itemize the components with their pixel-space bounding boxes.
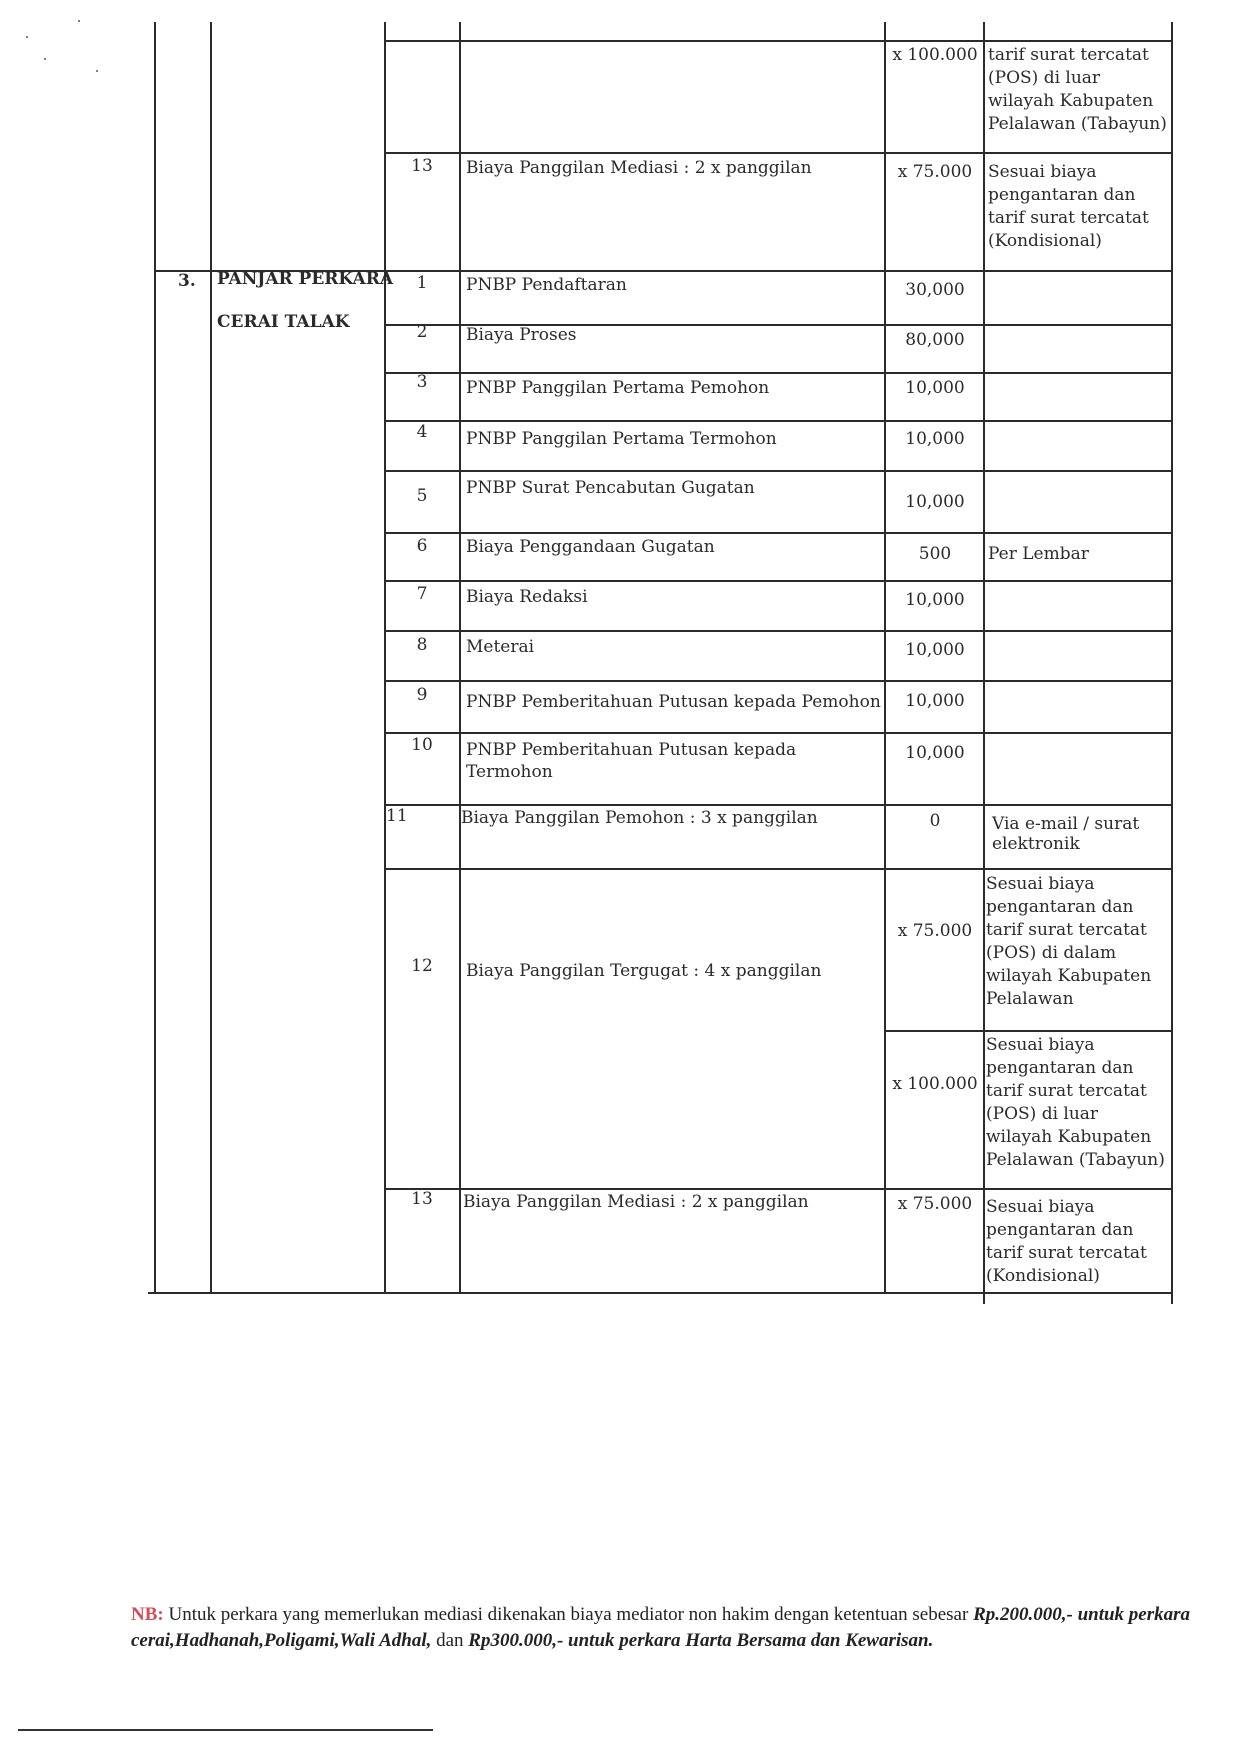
row-amount: 500 — [918, 544, 952, 564]
row-amount: 10,000 — [905, 691, 965, 711]
note-line: Sesuai biaya — [986, 1035, 1095, 1055]
note-line: pengantaran dan — [986, 1058, 1134, 1078]
top-row13-amount: x 75.000 — [897, 162, 973, 182]
note-line: Sesuai biaya — [986, 1197, 1095, 1217]
top-x100-amount: x 100.000 — [892, 45, 978, 65]
row-no: 6 — [416, 536, 428, 556]
row-desc: Biaya Panggilan Pemohon : 3 x panggilan — [461, 808, 818, 828]
row-amount: 10,000 — [905, 743, 965, 763]
row-desc: Termohon — [466, 762, 553, 782]
top-row13-no: 13 — [411, 156, 433, 176]
row-amount: 30,000 — [905, 280, 965, 300]
note-line: Sesuai biaya — [988, 162, 1097, 182]
note-line: (Kondisional) — [986, 1266, 1100, 1286]
scan-speck — [44, 58, 46, 60]
row-desc: Biaya Proses — [466, 325, 577, 345]
row-no: 4 — [416, 422, 428, 442]
note-line: (POS) di dalam — [986, 943, 1117, 963]
note-line: Pelalawan — [986, 989, 1074, 1009]
top-row13-desc: Biaya Panggilan Mediasi : 2 x panggilan — [466, 158, 812, 178]
row-amount: x 75.000 — [897, 921, 973, 941]
row-desc: PNBP Pendaftaran — [466, 275, 627, 295]
row-no: 1 — [416, 273, 428, 293]
row-desc: Biaya Panggilan Tergugat : 4 x panggilan — [466, 961, 822, 981]
row-amount: x 75.000 — [897, 1194, 973, 1214]
note-line: wilayah Kabupaten — [986, 1127, 1152, 1147]
note-line: tarif surat tercatat — [986, 920, 1147, 940]
nb-fee-harta: Rp300.000,- untuk perkara Harta Bersama dan Kewarisan. — [468, 1630, 934, 1651]
note-line: tarif surat tercatat — [986, 1081, 1147, 1101]
footer-rule — [18, 1729, 433, 1731]
row-amount: 10,000 — [905, 492, 965, 512]
row-no: 2 — [416, 322, 428, 342]
note-line: Sesuai biaya — [986, 874, 1095, 894]
row-no: 7 — [416, 584, 428, 604]
row-amount: 80,000 — [905, 330, 965, 350]
row-desc: Biaya Penggandaan Gugatan — [466, 537, 715, 557]
section-title-line2: CERAI TALAK — [217, 312, 350, 332]
note-line: tarif surat tercatat — [988, 45, 1149, 65]
row-desc: Biaya Redaksi — [466, 587, 588, 607]
row-desc: Biaya Panggilan Mediasi : 2 x panggilan — [463, 1192, 809, 1212]
row-no: 11 — [386, 806, 408, 826]
scan-speck — [78, 20, 80, 22]
nb-text: dan — [431, 1630, 469, 1651]
row-desc: PNBP Pemberitahuan Putusan kepada Pemohon — [466, 692, 881, 712]
scan-speck — [96, 70, 98, 72]
section-number: 3. — [178, 271, 196, 291]
row-note: Via e-mail / surat — [992, 814, 1140, 834]
scan-speck — [26, 36, 28, 38]
row-amount: 0 — [929, 811, 941, 831]
row-no: 8 — [416, 635, 428, 655]
nb-label: NB: — [131, 1604, 164, 1625]
row-desc: PNBP Panggilan Pertama Pemohon — [466, 378, 770, 398]
row-desc: PNBP Panggilan Pertama Termohon — [466, 429, 777, 449]
note-line: Pelalawan (Tabayun) — [986, 1150, 1165, 1170]
nb-text: Untuk perkara yang memerlukan mediasi dikenakan biaya mediator non hakim dengan ketentuan sebesar — [163, 1604, 974, 1625]
note-line: (POS) di luar — [988, 68, 1101, 88]
row-amount: x 100.000 — [892, 1074, 978, 1094]
row-no: 3 — [416, 372, 428, 392]
nb-fee-cerai: Rp.200.000,- untuk perkara cerai,Hadhanah,Poligami,Wali Adhal, — [131, 1604, 1191, 1651]
row-no: 10 — [411, 735, 433, 755]
row-amount: 10,000 — [905, 640, 965, 660]
nb-footnote — [131, 1602, 1191, 1654]
note-line: pengantaran dan — [986, 897, 1134, 917]
note-line: tarif surat tercatat — [986, 1243, 1147, 1263]
section-title-line1: PANJAR PERKARA — [217, 269, 394, 289]
row-no: 9 — [416, 685, 428, 705]
row-no: 13 — [411, 1189, 433, 1209]
row-no: 5 — [416, 486, 428, 506]
row-note: elektronik — [992, 834, 1080, 854]
row-desc: Meterai — [466, 637, 535, 657]
row-amount: 10,000 — [905, 590, 965, 610]
note-line: pengantaran dan — [986, 1220, 1134, 1240]
note-line: (POS) di luar — [986, 1104, 1099, 1124]
note-line: Pelalawan (Tabayun) — [988, 114, 1167, 134]
note-line: wilayah Kabupaten — [986, 966, 1152, 986]
note-line: wilayah Kabupaten — [988, 91, 1154, 111]
note-line: tarif surat tercatat — [988, 208, 1149, 228]
row-no: 12 — [411, 956, 433, 976]
note-line: (Kondisional) — [988, 231, 1102, 251]
note-line: pengantaran dan — [988, 185, 1136, 205]
row-desc: PNBP Pemberitahuan Putusan kepada — [466, 740, 797, 760]
row-note: Per Lembar — [988, 544, 1089, 564]
row-desc: PNBP Surat Pencabutan Gugatan — [466, 478, 755, 498]
row-amount: 10,000 — [905, 378, 965, 398]
row-amount: 10,000 — [905, 429, 965, 449]
